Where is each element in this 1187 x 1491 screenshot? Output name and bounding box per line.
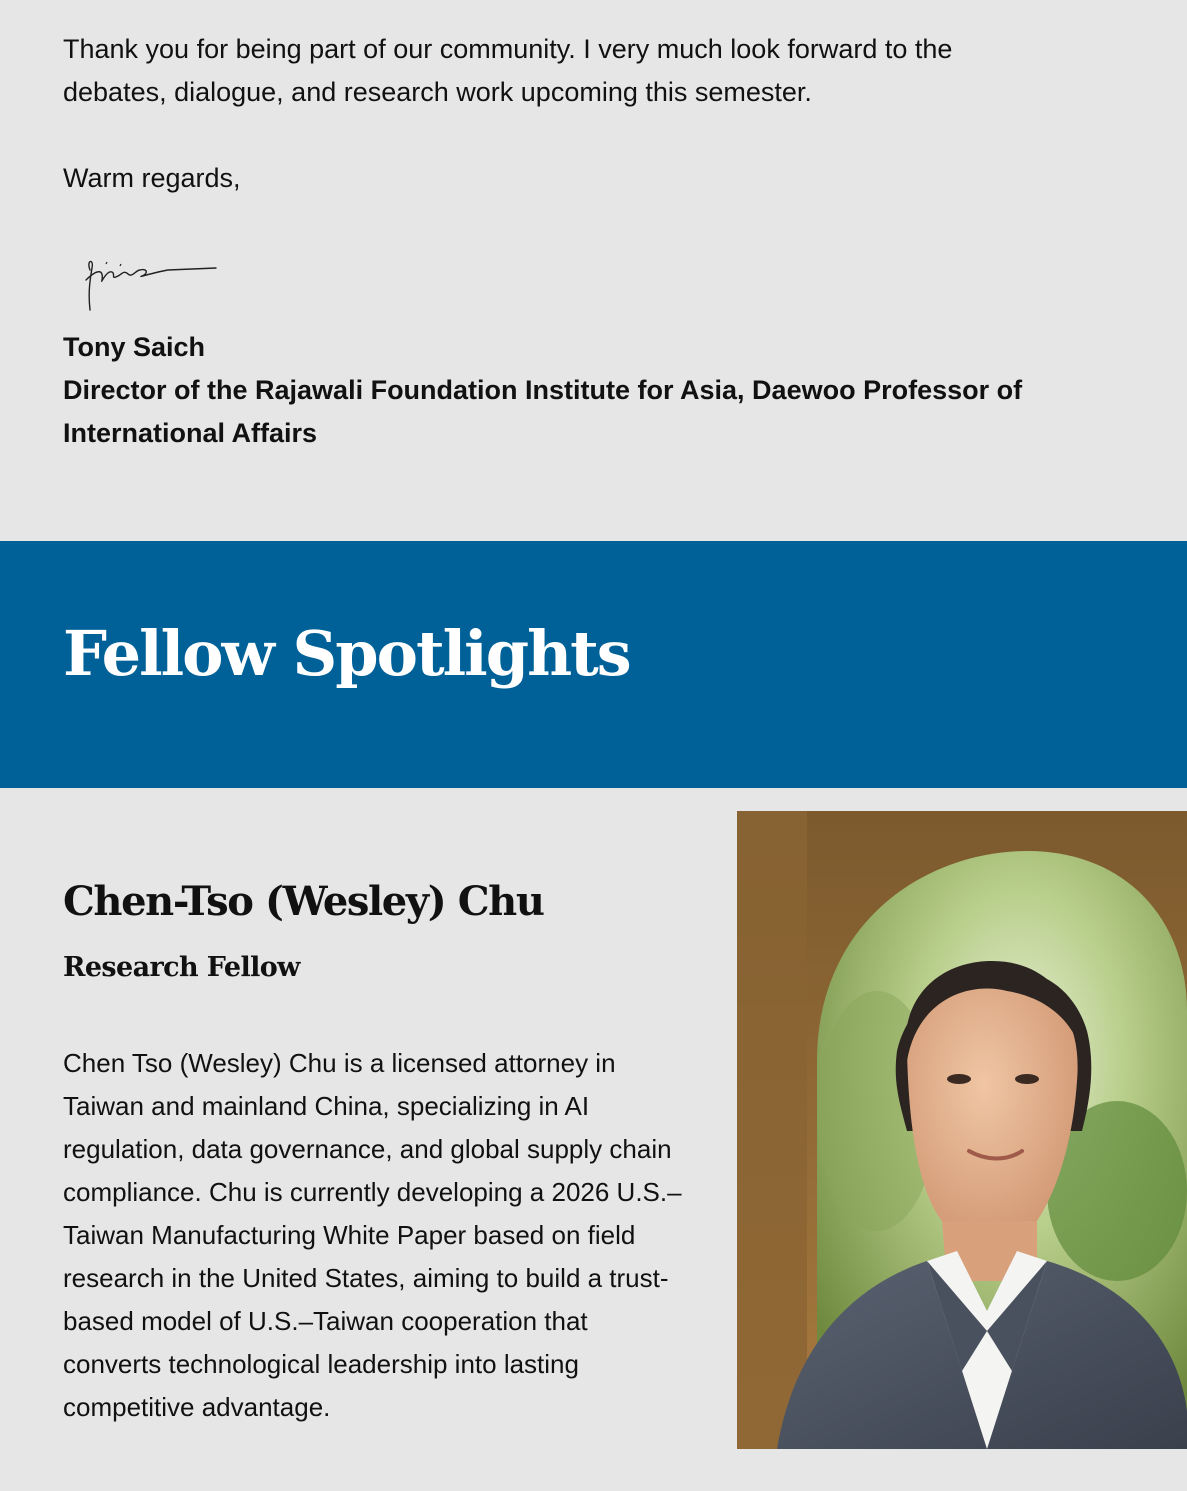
signer-title: Director of the Rajawali Foundation Institute for Asia, Daewoo Professor of International Affairs bbox=[63, 375, 1023, 448]
fellow-bio: Chen Tso (Wesley) Chu is a licensed attorney in Taiwan and mainland China, specializing in AI regulation, data governance, and global supply chain compliance. Chu is currently developing a 2026 U.S.–Taiwan Manufacturing White Paper based on field research in the United States, aiming to build a trust-based model of U.S.–Taiwan cooperation that converts technological leadership into lasting competitive advantage. bbox=[63, 1048, 682, 1422]
fellow-role: Research Fellow bbox=[63, 952, 300, 983]
fellow-name: Chen-Tso (Wesley) Chu bbox=[63, 878, 544, 925]
signature-image bbox=[76, 240, 226, 320]
signature-block bbox=[63, 326, 1143, 455]
closing-paragraph: Thank you for being part of our community. I very much look forward to the debates, dialogue, and research work upcoming this semester. bbox=[63, 34, 953, 107]
signer-name: Tony Saich bbox=[63, 332, 206, 362]
letter-closing bbox=[63, 28, 1143, 200]
salutation: Warm regards, bbox=[63, 163, 241, 193]
fellow-photo bbox=[737, 811, 1187, 1449]
portrait-photo-icon bbox=[737, 811, 1187, 1449]
section-title: Fellow Spotlights bbox=[63, 617, 630, 690]
